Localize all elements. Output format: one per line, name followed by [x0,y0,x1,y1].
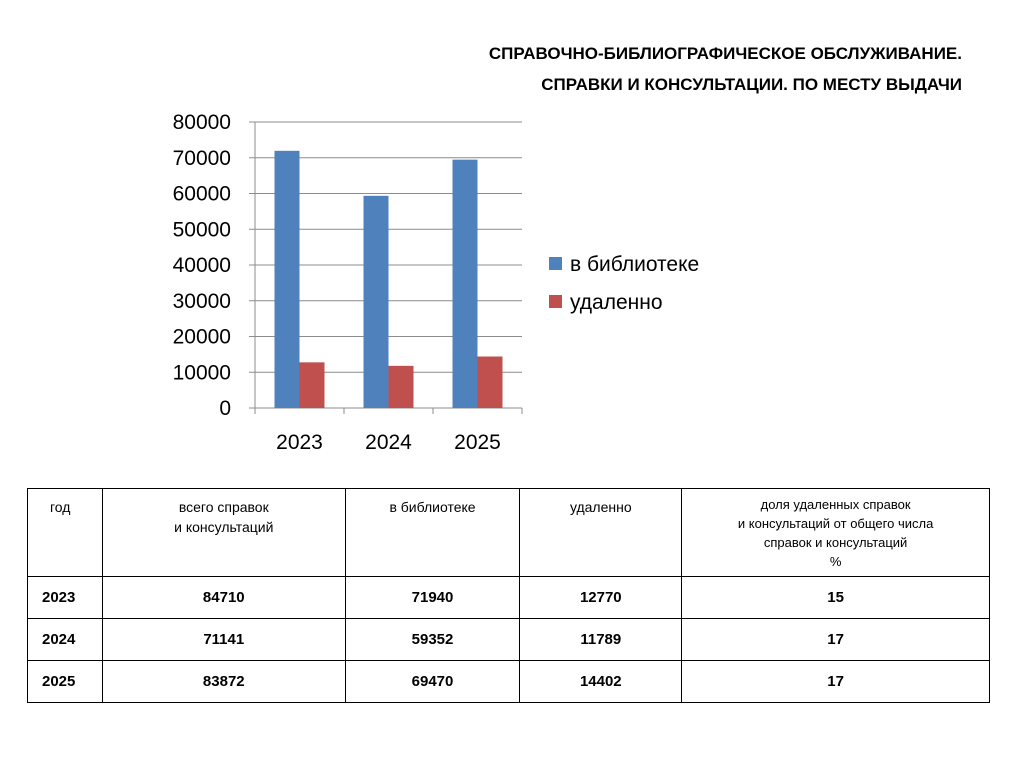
legend-swatch-library [549,257,562,270]
cell-total: 83872 [102,661,345,703]
x-tick-label: 2024 [365,431,412,454]
bar-library-2023 [275,151,300,408]
cell-year: 2025 [28,661,103,703]
y-tick-label: 10000 [172,361,231,385]
cell-library: 59352 [345,619,520,661]
cell-remote: 11789 [520,619,682,661]
cell-remote: 12770 [520,577,682,619]
header-remote: удаленно [520,489,682,577]
header-share-line-3: справок и консультаций [763,535,908,550]
header-share-line-4: % [829,554,842,569]
table-row [28,577,990,619]
title-line-2: СПРАВКИ И КОНСУЛЬТАЦИИ. ПО МЕСТУ ВЫДАЧИ [541,75,962,94]
x-tick-label: 2023 [276,431,323,454]
legend-label-remote: удаленно [570,291,663,314]
y-tick-label: 40000 [172,254,231,277]
legend-swatch-remote [549,295,562,308]
y-tick-label: 50000 [172,218,231,242]
cell-remote: 14402 [520,661,682,703]
cell-year: 2024 [28,619,103,661]
cell-library: 69470 [345,661,520,703]
y-tick-label: 60000 [172,182,231,206]
cell-share: 15 [682,577,990,619]
header-library: в библиотеке [345,489,520,577]
bar-remote-2023 [300,362,325,408]
cell-share: 17 [682,661,990,703]
y-tick-label: 20000 [172,325,231,349]
bar-library-2024 [364,196,389,408]
header-share [682,489,990,577]
y-tick-label: 70000 [172,146,231,170]
header-total-line-2: и консультаций [174,519,274,535]
cell-year: 2023 [28,577,103,619]
header-year: год [28,489,103,577]
header-total-line-1: всего справок [178,499,269,515]
cell-library: 71940 [345,577,520,619]
bar-remote-2025 [478,357,503,408]
header-share-line-1: доля удаленных справок [760,497,911,512]
header-share-line-2: и консультаций от общего числа [737,516,934,531]
cell-total: 71141 [102,619,345,661]
cell-share: 17 [682,619,990,661]
bar-remote-2024 [389,366,414,408]
x-tick-label: 2025 [454,431,501,454]
table-row [28,619,990,661]
data-table [27,488,990,703]
legend-label-library: в библиотеке [570,253,700,276]
cell-total: 84710 [102,577,345,619]
y-tick-label: 0 [219,397,231,420]
y-tick-label: 30000 [172,289,231,313]
bar-library-2025 [453,160,478,408]
table-row [28,661,990,703]
header-total [102,489,345,577]
y-tick-label: 80000 [172,111,231,134]
title-line-1: СПРАВОЧНО-БИБЛИОГРАФИЧЕСКОЕ ОБСЛУЖИВАНИЕ. [488,44,962,63]
table-header-row [28,489,990,577]
